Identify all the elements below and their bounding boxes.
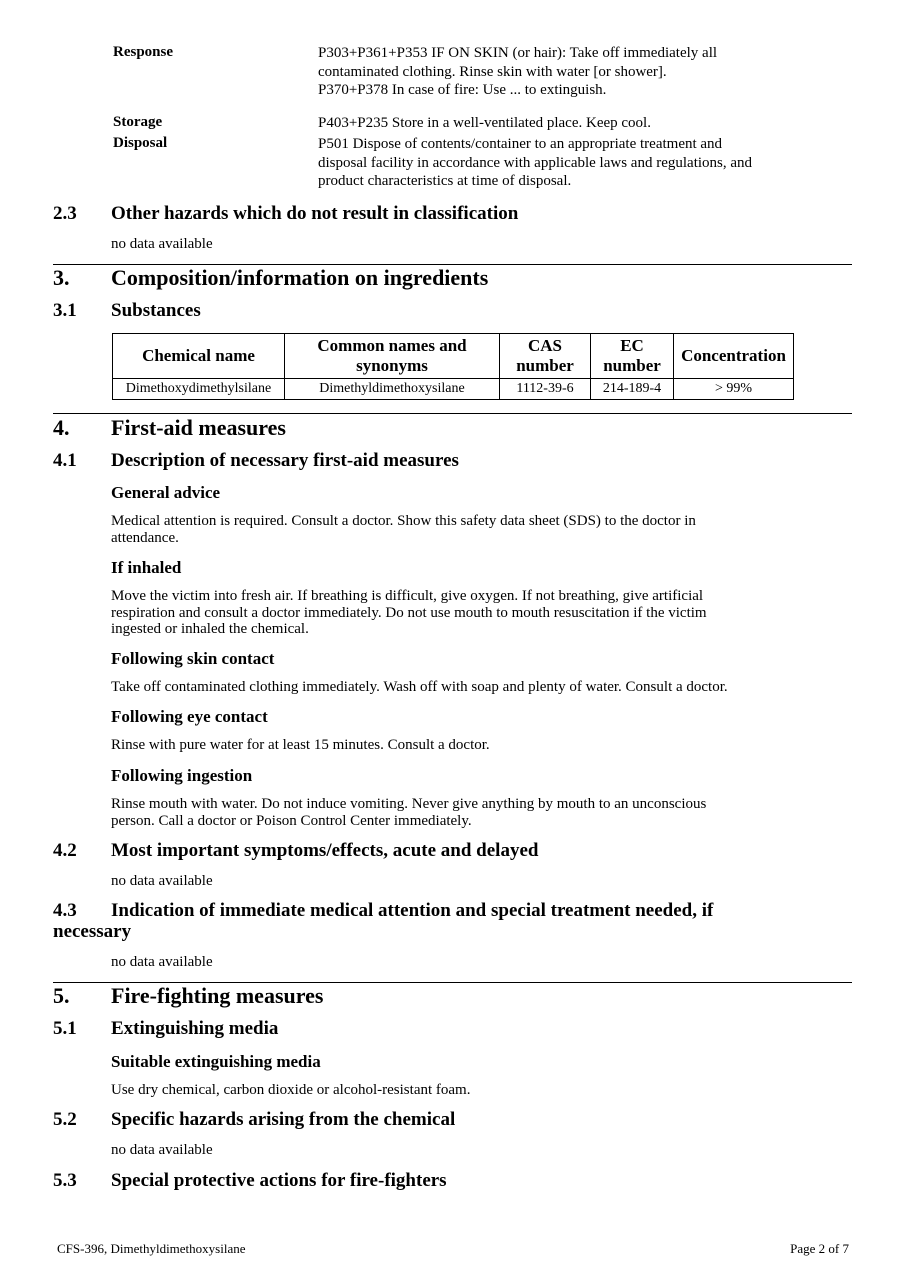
text-line: P370+P378 In case of fire: Use ... to extinguish. (318, 82, 607, 98)
text-line: Rinse mouth with water. Do not induce vomiting. Never give anything by mouth to an unconscious (111, 796, 707, 812)
text-line: ingested or inhaled the chemical. (111, 621, 309, 637)
section-title: Fire-fighting measures (111, 983, 324, 1008)
header-text: Chemical name (142, 346, 255, 365)
section-title: First-aid measures (111, 415, 286, 440)
header-text: synonyms (356, 356, 428, 375)
subsection-text: Rinse with pure water for at least 15 minutes. Consult a doctor. (111, 737, 490, 753)
table-header-row (113, 334, 794, 379)
header-text: Concentration (681, 346, 786, 365)
footer-page-number: Page 2 of 7 (790, 1241, 849, 1256)
section-number: 3.1 (53, 300, 77, 321)
section-number: 4.3 (53, 900, 77, 921)
subsection-title: Following ingestion (111, 766, 253, 785)
table-cell: 214-189-4 (591, 379, 674, 400)
subsection-title: General advice (111, 483, 221, 502)
text-line: Medical attention is required. Consult a doctor. Show this safety data sheet (SDS) to the doctor in (111, 513, 696, 529)
column-header (285, 334, 500, 379)
header-text: Common names and (317, 336, 467, 355)
section-title: Description of necessary first-aid measures (111, 450, 459, 471)
storage-label: Storage (113, 114, 163, 130)
header-text: CAS (527, 336, 562, 355)
subsection-text (111, 513, 696, 546)
disposal-text (318, 135, 838, 191)
section-number: 5. (53, 983, 70, 1008)
text-line: Move the victim into fresh air. If breathing is difficult, give oxygen. If not breathing, give artificial (111, 588, 704, 604)
section-number: 5.3 (53, 1170, 77, 1191)
column-header (113, 334, 285, 379)
section-text: no data available (111, 236, 213, 252)
footer-document-id: CFS-396, Dimethyldimethoxysilane (57, 1241, 246, 1256)
section-title: Special protective actions for fire-fighters (111, 1170, 447, 1191)
section-number: 4. (53, 415, 70, 440)
column-header (500, 334, 591, 379)
response-text (318, 44, 818, 100)
column-header (674, 334, 794, 379)
table-cell: Dimethyldimethoxysilane (285, 379, 500, 400)
text-line: disposal facility in accordance with applicable laws and regulations, and (318, 154, 753, 171)
text-line: person. Call a doctor or Poison Control Center immediately. (111, 812, 472, 829)
section-text: no data available (111, 873, 213, 889)
substances-table (112, 333, 794, 400)
table-cell: > 99% (674, 379, 794, 400)
text-line: contaminated clothing. Rinse skin with water [or shower]. (318, 63, 667, 80)
subsection-text: Take off contaminated clothing immediately. Wash off with soap and plenty of water. Consult a doctor. (111, 679, 728, 695)
table-cell: Dimethoxydimethylsilane (113, 379, 285, 400)
header-text: number (516, 356, 574, 375)
text-line: product characteristics at time of disposal. (318, 173, 572, 189)
subsection-text: Use dry chemical, carbon dioxide or alcohol-resistant foam. (111, 1082, 471, 1098)
section-title: Extinguishing media (111, 1018, 279, 1039)
section-title: Most important symptoms/effects, acute and delayed (111, 840, 539, 861)
header-text: number (603, 356, 661, 375)
section-number: 5.2 (53, 1109, 77, 1130)
text-line: P303+P361+P353 IF ON SKIN (or hair): Take off immediately all (318, 45, 718, 61)
section-number: 5.1 (53, 1018, 77, 1039)
section-title: Substances (111, 300, 201, 321)
table-row (113, 379, 794, 400)
subsection-text (111, 796, 706, 829)
section-title: Composition/information on ingredients (111, 265, 489, 290)
section-number: 4.2 (53, 840, 77, 861)
section-number: 4.1 (53, 450, 77, 471)
section-title: Specific hazards arising from the chemical (111, 1109, 456, 1130)
section-title: Other hazards which do not result in classification (111, 203, 519, 224)
section-title-continued: necessary (53, 921, 132, 942)
subsection-title: If inhaled (111, 558, 182, 577)
text-line: attendance. (111, 529, 179, 546)
section-text: no data available (111, 954, 213, 970)
subsection-text (111, 588, 707, 638)
subsection-title: Following skin contact (111, 649, 275, 668)
response-label: Response (113, 44, 174, 60)
section-text: no data available (111, 1142, 213, 1158)
disposal-label: Disposal (113, 135, 168, 151)
text-line: respiration and consult a doctor immediately. Do not use mouth to mouth resuscitation if the victim (111, 604, 707, 621)
section-number: 2.3 (53, 203, 77, 224)
section-title: Indication of immediate medical attention and special treatment needed, if (111, 900, 714, 921)
subsection-title: Following eye contact (111, 707, 268, 726)
column-header (591, 334, 674, 379)
text-line: P501 Dispose of contents/container to an appropriate treatment and (318, 136, 723, 152)
storage-text: P403+P235 Store in a well-ventilated place. Keep cool. (318, 115, 651, 131)
subsection-title: Suitable extinguishing media (111, 1052, 321, 1071)
table-cell: 1112-39-6 (500, 379, 591, 400)
section-number: 3. (53, 265, 70, 290)
section-divider (53, 413, 852, 414)
header-text: EC (620, 336, 644, 355)
